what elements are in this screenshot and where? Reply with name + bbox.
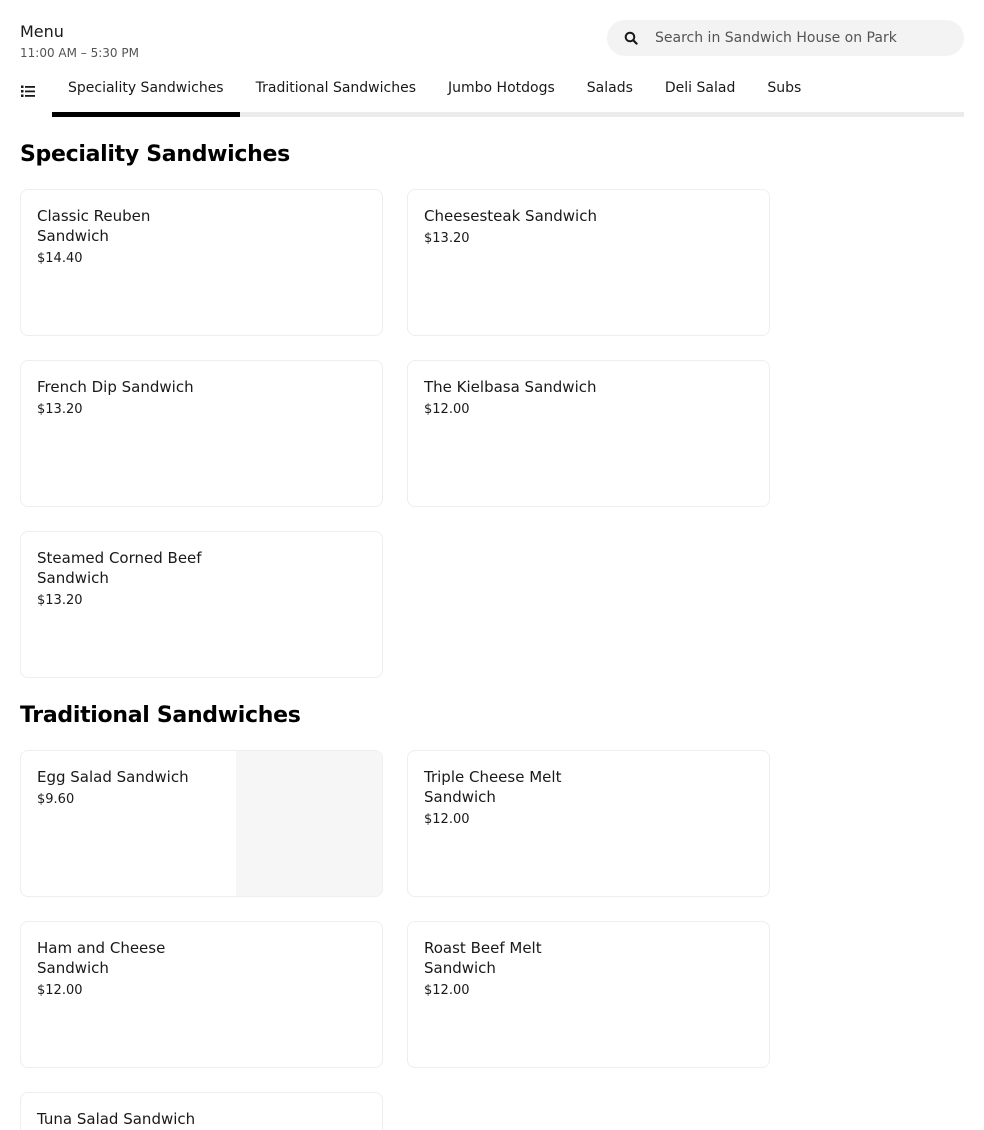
menu-item-price: $12.00: [424, 983, 470, 998]
menu-item-info: [424, 938, 614, 998]
menu-item-name: Tuna Salad Sandwich: [37, 1110, 196, 1128]
menu-item-image: [236, 751, 382, 896]
tab-jumbo-hotdogs[interactable]: Jumbo Hotdogs: [448, 80, 555, 96]
menu-item-info: [37, 938, 227, 998]
menu-item-name: Ham and Cheese Sandwich: [37, 939, 166, 977]
menu-item-name: Triple Cheese Melt Sandwich: [424, 768, 562, 806]
tab-speciality-sandwiches[interactable]: Speciality Sandwiches: [52, 70, 240, 117]
menu-item-card[interactable]: [20, 921, 383, 1068]
menu-item-name: Egg Salad Sandwich: [37, 768, 189, 786]
tab-traditional-sandwiches[interactable]: Traditional Sandwiches: [255, 80, 416, 96]
search-icon: [623, 30, 639, 46]
menu-item-info: [424, 377, 614, 417]
menu-item-info: [37, 767, 227, 807]
menu-item-info: [37, 206, 227, 266]
menu-item-price: $13.20: [37, 402, 83, 417]
section-title: Traditional Sandwiches: [20, 703, 301, 728]
menu-item-name: French Dip Sandwich: [37, 378, 194, 396]
menu-item-info: [37, 377, 227, 417]
menu-item-info: [37, 1109, 227, 1129]
menu-item-card[interactable]: [20, 531, 383, 678]
menu-item-card[interactable]: [407, 360, 770, 507]
section-title: Speciality Sandwiches: [20, 142, 290, 167]
menu-item-card[interactable]: [20, 1092, 383, 1130]
menu-item-price: $13.20: [424, 231, 470, 246]
menu-item-price: $9.60: [37, 792, 75, 807]
menu-list-icon[interactable]: [20, 83, 36, 99]
search-input[interactable]: [655, 30, 945, 46]
store-hours: 11:00 AM – 5:30 PM: [20, 46, 139, 60]
menu-item-price: $13.20: [37, 593, 83, 608]
menu-item-price: $12.00: [424, 812, 470, 827]
menu-item-card[interactable]: [20, 360, 383, 507]
menu-item-info: [424, 206, 614, 246]
menu-item-name: Steamed Corned Beef Sandwich: [37, 549, 202, 587]
menu-item-price: $14.40: [37, 251, 83, 266]
tab-salads[interactable]: Salads: [586, 80, 633, 96]
menu-item-name: Cheesesteak Sandwich: [424, 207, 597, 225]
menu-item-info: [37, 548, 227, 608]
page-title: Menu: [20, 22, 64, 41]
menu-item-card[interactable]: [20, 750, 383, 897]
search-bar[interactable]: [607, 20, 964, 56]
tab-subs[interactable]: Subs: [767, 80, 802, 96]
menu-item-price: $12.00: [424, 402, 470, 417]
menu-item-card[interactable]: [407, 750, 770, 897]
menu-item-info: [424, 767, 614, 827]
category-nav: [20, 70, 964, 117]
menu-item-price: $12.00: [37, 983, 83, 998]
menu-item-name: Roast Beef Melt Sandwich: [424, 939, 542, 977]
menu-item-name: The Kielbasa Sandwich: [424, 378, 597, 396]
menu-item-name: Classic Reuben Sandwich: [37, 207, 151, 245]
tab-deli-salad[interactable]: Deli Salad: [664, 80, 736, 96]
menu-item-card[interactable]: [20, 189, 383, 336]
menu-item-card[interactable]: [407, 189, 770, 336]
menu-item-card[interactable]: [407, 921, 770, 1068]
tab-list: [52, 70, 817, 117]
